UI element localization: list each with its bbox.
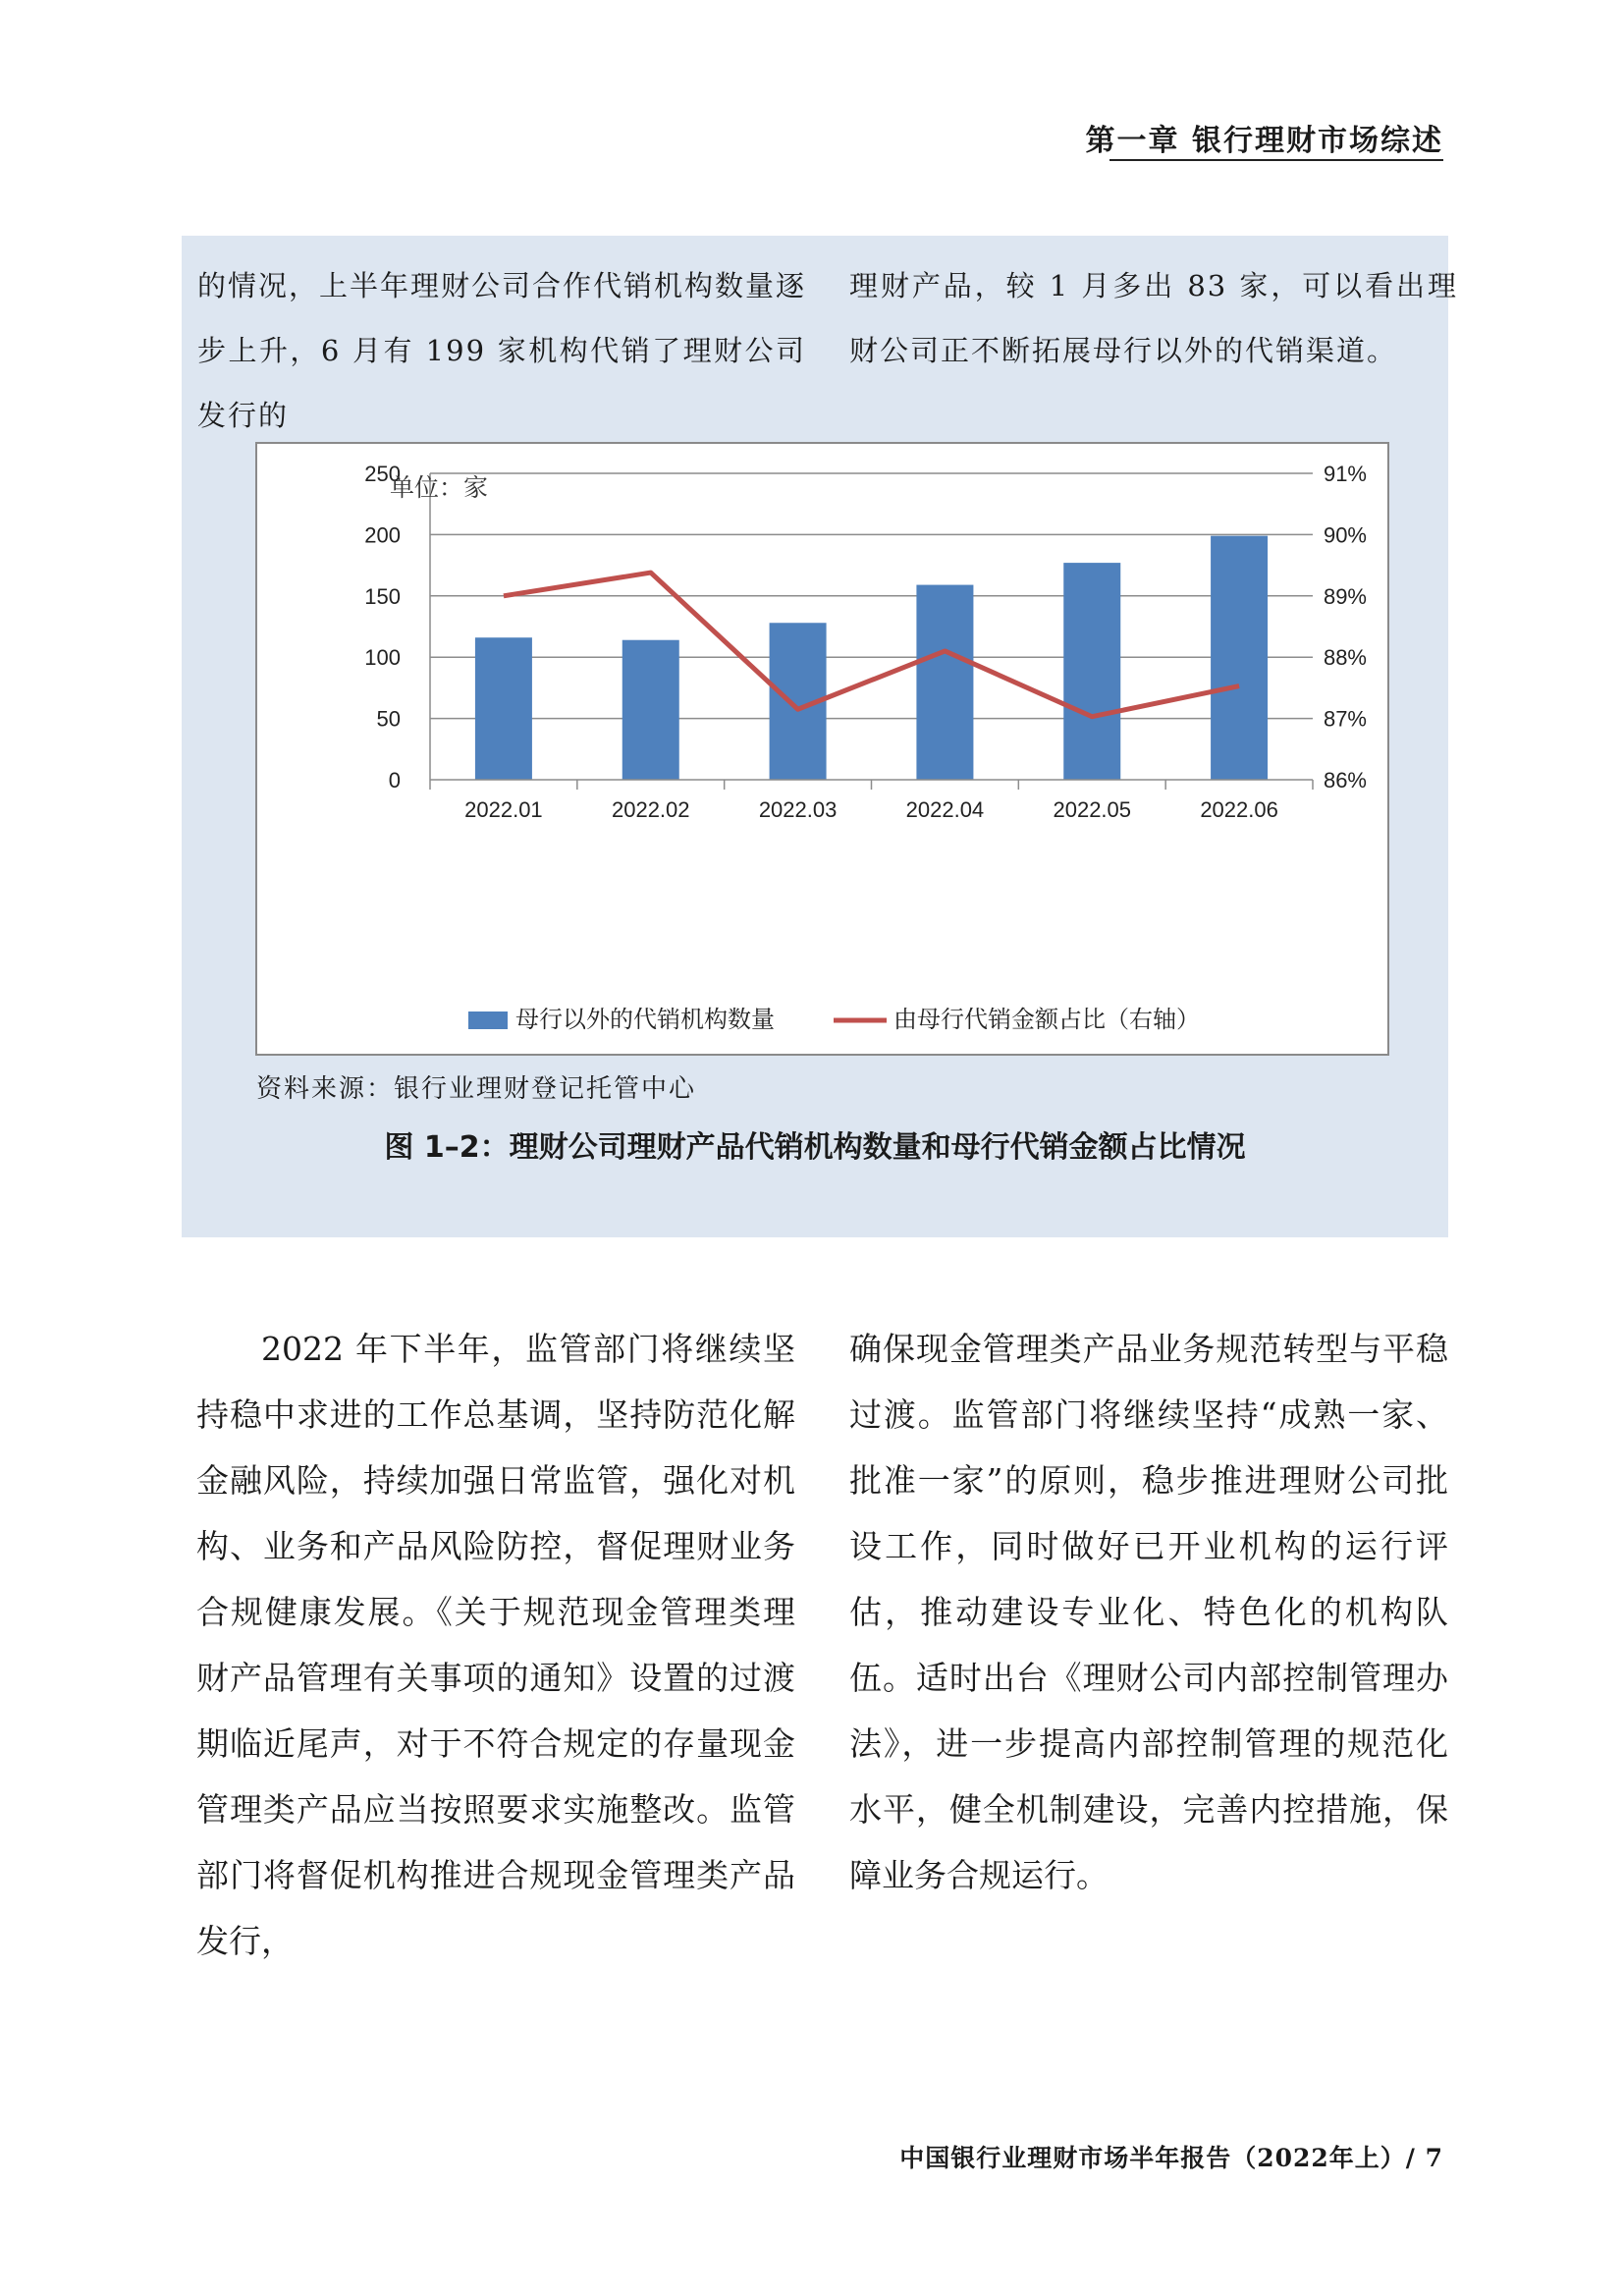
y2-tick-label: 87%: [1323, 706, 1367, 732]
bar: [1063, 563, 1120, 780]
x-tick-label: 2022.01: [464, 797, 543, 822]
chart-svg: [257, 444, 1391, 1058]
y2-tick-label: 86%: [1323, 768, 1367, 793]
x-tick-label: 2022.06: [1200, 797, 1278, 822]
bar: [916, 585, 973, 780]
x-tick-label: 2022.05: [1053, 797, 1132, 822]
series-line: [504, 573, 1239, 717]
unit-label: 单位：家: [390, 473, 489, 502]
figure-caption: 图 1–2：理财公司理财产品代销机构数量和母行代销金额占比情况: [384, 1130, 1246, 1165]
chart: [255, 442, 1389, 1056]
x-tick-label: 2022.04: [905, 797, 985, 822]
y-tick-label: 250: [364, 462, 401, 486]
bar: [622, 640, 679, 780]
body-text-left: 2022 年下半年，监管部门将继续坚持稳中求进的工作总基调，坚持防范化解金融风险，持续加强日常监管，强化对机构、业务和产品风险防控，督促理财业务合规健康发展。《关于规范现金管理类理财产品管理有关事项的通知》设置的过渡期临近尾声，对于不符合规定的存量现金管理类产品应当按照要求实施整改。监管部门将督促机构推进合规现金管理类产品发行，: [196, 1330, 795, 1960]
legend-label-bar: 母行以外的代销机构数量: [515, 1006, 775, 1033]
chart-source: 资料来源：银行业理财登记托管中心: [256, 1074, 697, 1104]
y-tick-label: 50: [376, 706, 401, 732]
legend-swatch-bar: [468, 1011, 508, 1029]
page-footer: 中国银行业理财市场半年报告（2022年上）/ 7: [899, 2144, 1443, 2172]
y-tick-label: 150: [364, 583, 401, 609]
y2-tick-label: 90%: [1323, 522, 1367, 548]
bar: [1211, 536, 1268, 780]
running-header: 第一章 银行理财市场综述: [1085, 124, 1443, 158]
box-text-right: 理财产品，较 1 月多出 83 家，可以看出理财公司正不断拓展母行以外的代销渠道。: [849, 269, 1458, 367]
x-tick-label: 2022.03: [758, 797, 838, 822]
y-tick-label: 0: [388, 768, 401, 793]
bar: [475, 637, 532, 780]
box-text-left: 的情况，上半年理财公司合作代销机构数量逐步上升，6 月有 199 家机构代销了理财公司发行的: [197, 269, 807, 432]
legend-label-line: 由母行代销金额占比（右轴）: [893, 1006, 1200, 1033]
y-tick-label: 200: [364, 522, 401, 548]
y2-tick-label: 88%: [1323, 645, 1367, 671]
y2-tick-label: 89%: [1323, 583, 1367, 609]
body-text-right: 确保现金管理类产品业务规范转型与平稳过渡。监管部门将继续坚持“成熟一家、批准一家”的原则，稳步推进理财公司批设工作，同时做好已开业机构的运行评估，推动建设专业化、特色化的机构队伍。适时出台《理财公司内部控制管理办法》，进一步提高内部控制管理的规范化水平，健全机制建设，完善内控措施，保障业务合规运行。: [849, 1330, 1448, 1894]
y2-tick-label: 91%: [1323, 462, 1367, 486]
y-tick-label: 100: [364, 645, 401, 671]
x-tick-label: 2022.02: [611, 797, 690, 822]
figure-box: [182, 236, 1458, 1237]
header-rule: [1109, 159, 1443, 161]
